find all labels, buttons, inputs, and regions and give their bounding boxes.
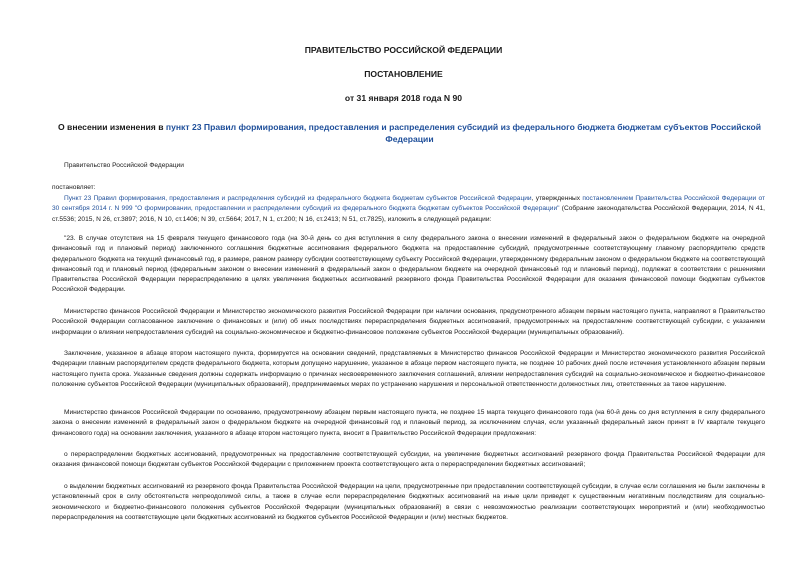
government-heading: ПРАВИТЕЛЬСТВО РОССИЙСКОЙ ФЕДЕРАЦИИ [304,45,503,55]
rules-link[interactable]: Пункт 23 Правил формирования, предоставления и распределения субсидий из федерального бюджета бюджетам субъектов Российской Федерации [64,195,532,202]
paragraph-7: о выделении бюджетных ассигнований из резервного фонда Правительства Российской Федерации на цели, предусмотренные при предоставлении соответствующей субсидии, в случае если соглашения не были заключены в установленный срок в силу обстоятельств непреодолимой силы, а также в случае если перераспределение бюджетных ассигнований на иные цели приведет к существенным негативным последствиям для социально-экономического и бюджетно-финансового положения субъектов Российской Федерации (муниципальных образований) в связи с невозможностью реализации соответствующих мероприятий и (или) необходимостью перераспределения на соответствующие цели бюджетных ассигнований из бюджетов субъектов Российской Федерации и (или) местных бюджетов. [52,483,765,521]
document-title [52,121,767,145]
paragraph-6: о перераспределении бюджетных ассигнований, предусмотренных на предоставление соответствующей субсидии, на увеличение бюджетных ассигнований резервного фонда Правительства Российской Федерации для оказания финансовой помощи бюджетам субъектов Российской Федерации с приложением проекта соответствующего акта о перераспределении бюджетных ассигнований; [52,451,765,469]
paragraph-1 [52,194,765,225]
p1-tail: (Собрание законодательства Российской Федерации, 2014, N 41, ст.5536; 2015, N 26, ст.3897; 2016, N 10, ст.1406; N 39, ст.5664; 2017, N 1, ст.200; N 16, ст.2413; N 51, ст.7825), изложить в следующей редакции: [52,205,766,223]
resolution-link[interactable]: постановлением Правительства Российской Федерации от 30 сентября 2014 г. N 999 "О формировании, предоставлении и распределении субсидий из федерального бюджета бюджетам субъектов Российской Федерации" [52,195,765,213]
intro-text: Правительство Российской Федерации [64,162,184,169]
title-link[interactable]: пункт 23 Правил формирования, предоставления и распределения субсидий из федерального бюджета бюджетам субъектов Российской Федерации [165,122,762,144]
paragraph-2: "23. В случае отсутствия на 15 февраля текущего финансового года (на 30-й день со дня вступления в силу федерального закона о внесении изменений в федеральный закон о федеральном бюджете на очередной финансовый год и плановый период) заключенного соглашения бюджетные ассигнования федерального бюджета на предоставление субсидий, предусмотренные соответствующему главному распорядителю средств федерального бюджета на текущий финансовый год, в размере, равном размеру субсидии соответствующему субъекту Российской Федерации, утвержденному федеральным законом о федеральном бюджете на соответствующий финансовый год и плановый период (федеральным законом о внесении изменений в федеральный закон о федеральном бюджете на очередной финансовый год и плановый период), подлежат в соответствии с решениями Правительства Российской Федерации перераспределению в целях увеличения бюджетных ассигнований резервного фонда Правительства Российской Федерации для оказания финансовой помощи бюджетам субъектов Российской Федерации. [52,235,765,294]
paragraph-5: Министерство финансов Российской Федерации по основанию, предусмотренному абзацем первым настоящего пункта, не позднее 15 марта текущего финансового года (на 60-й день со дня вступления в силу федерального закона о внесении изменений в федеральный закон о федеральном бюджете на очередной финансовый год и плановый период, за исключением случая, если указанный федеральный закон принят в IV квартале текущего финансового года) на основании заключения, указанного в абзаце втором настоящего пункта, вносит в Правительство Российской Федерации предложения: [52,409,765,437]
paragraph-3: Министерство финансов Российской Федерации и Министерство экономического развития Российской Федерации при наличии основания, предусмотренного абзацем первым настоящего пункта, направляют в Правительство Российской Федерации согласованное заключение о финансовых и (или) об иных последствиях перераспределения бюджетных ассигнований, предусмотренных на предоставление соответствующей субсидии, с указанием информации о влиянии непредоставления субсидий на социально-экономическое и бюджетно-финансовое положение субъектов Российской Федерации (муниципальных образований). [52,308,765,336]
title-prefix: О внесении изменения в [57,122,166,132]
document-type-heading: ПОСТАНОВЛЕНИЕ [364,69,443,79]
paragraph-4: Заключение, указанное в абзаце втором настоящего пункта, формируется на основании сведений, представляемых в Министерство финансов Российской Федерации и Министерство экономического развития Российской Федерации главным распорядителем средств федерального бюджета, которым допущено нарушение, указанное в абзаце первом настоящего пункта, не позднее 10 рабочих дней после истечения установленного абзацем первым настоящего пункта срока. Указанные сведения должны содержать информацию о причинах несвоевременного заключения соглашений, влиянии непредоставления субсидий на социально-экономическое и бюджетно-финансовое положение субъектов Российской Федерации (муниципальных образований), предпринимаемых мерах по устранению нарушения и персональной ответственности должностных лиц, ответственных за такое нарушение. [52,350,765,388]
date-number-heading: от 31 января 2018 года N 90 [344,93,463,103]
decree-word: постановляет: [52,184,96,191]
p1-mid: , утвержденных [531,195,583,202]
